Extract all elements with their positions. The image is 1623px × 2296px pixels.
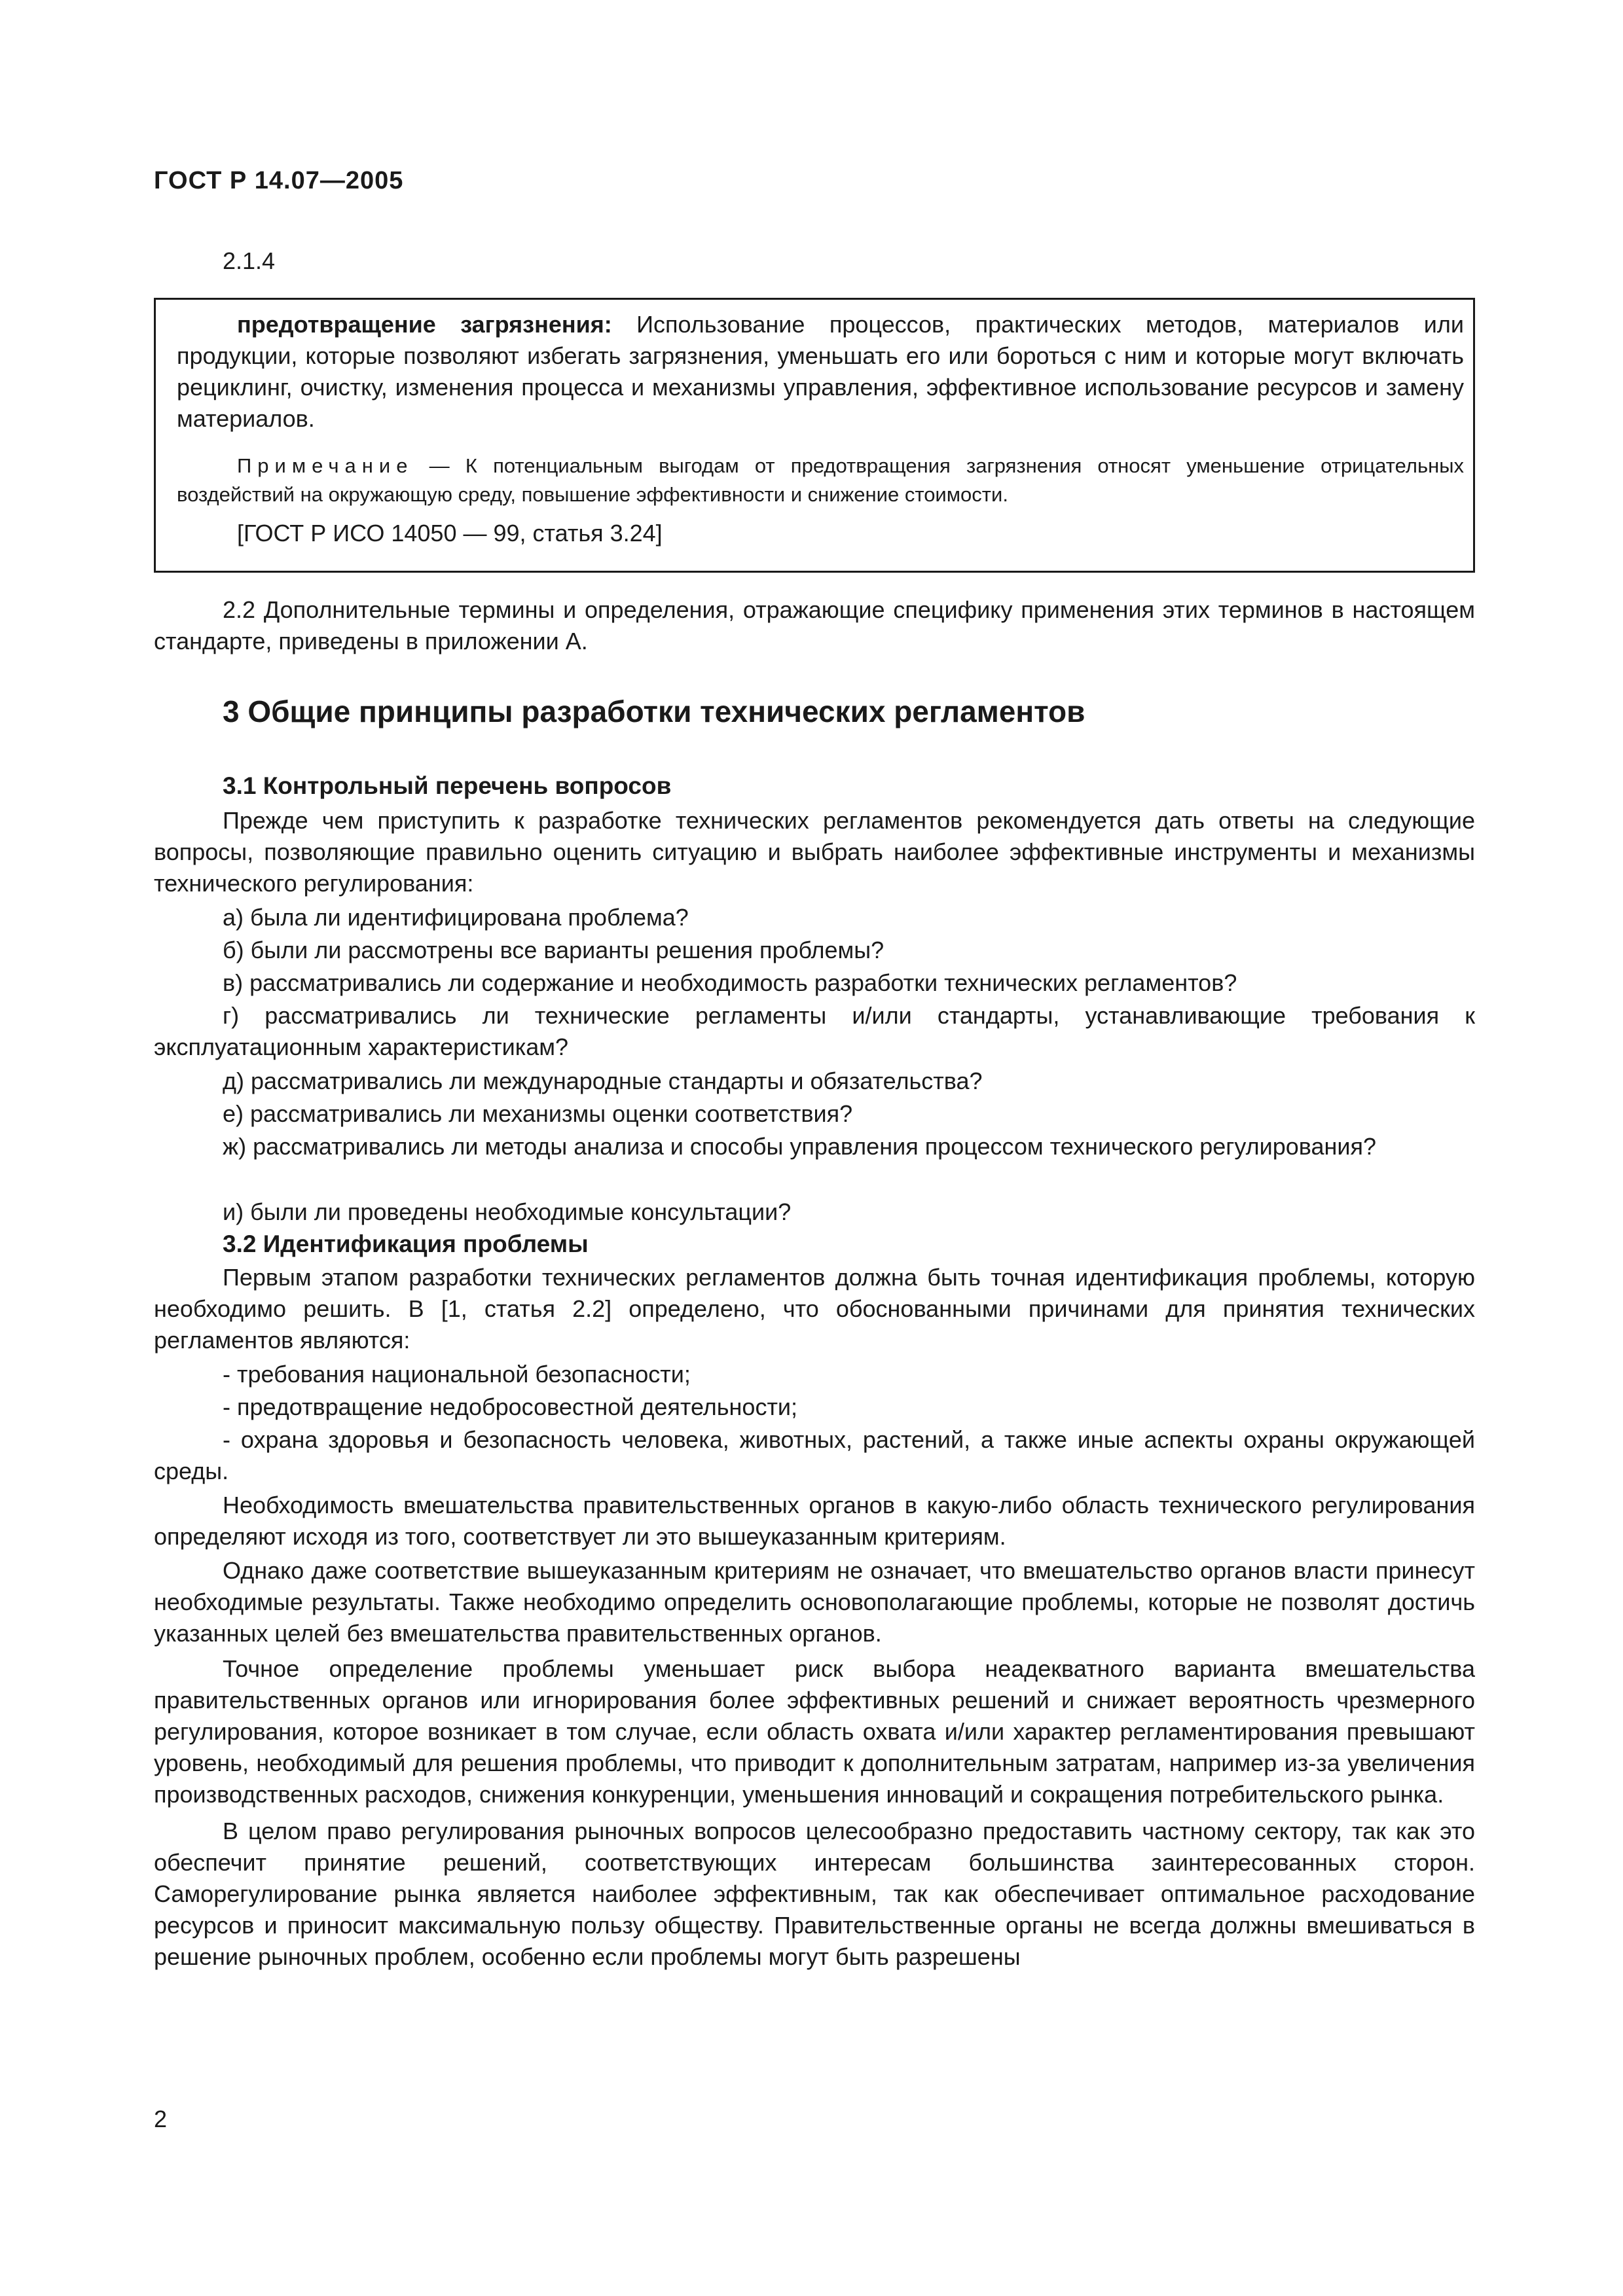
checklist-item: е) рассматривались ли механизмы оценки соответствия? (223, 1100, 853, 1127)
clause-number: 2.1.4 (223, 247, 276, 274)
body-paragraph: Точное определение проблемы уменьшает риск выбора неадекватного варианта вмешательства правительственных органов или игнорирования более эффективных решений и снижает вероятность чрезмерного регулирования, которое возникает в том случае, если область охвата и/или характер регламентирования превышают уровень, необходимый для решения проблемы, что приводит к дополнительным затратам, например из-за увеличения производственных расходов, снижения конкуренции, уменьшения инноваций и сокращения потребительского рынка. (154, 1655, 1475, 1808)
paragraph-2-2: 2.2 Дополнительные термины и определения, отражающие специфику применения этих терминов в настоящем стандарте, приведены в приложении А. (154, 596, 1475, 655)
body-paragraph: Однако даже соответствие вышеуказанным критериям не означает, что вмешательство органов власти принесут необходимые результаты. Также необходимо определить основополагающие проблемы, которые не позволят достичь указанных целей без вмешательства правительственных органов. (154, 1557, 1475, 1647)
reason-bullet: - требования национальной безопасности; (223, 1361, 691, 1388)
definition-term: предотвращение загрязнения: (237, 311, 612, 338)
subsection-3-1-intro: Прежде чем приступить к разработке технических регламентов рекомендуется дать ответы на следующие вопросы, позволяющие правильно оценить ситуацию и выбрать наиболее эффективные инструменты и механизмы технического регулирования: (154, 807, 1475, 897)
checklist-item: и) были ли проведены необходимые консультации? (223, 1198, 792, 1225)
checklist-item: ж) рассматривались ли методы анализа и способы управления процессом технического регулирования? (223, 1133, 1377, 1160)
definition-source: [ГОСТ Р ИСО 14050 — 99, статья 3.24] (237, 520, 663, 547)
body-paragraph: Необходимость вмешательства правительственных органов в какую-либо область технического регулирования определяют исходя из того, соответствует ли это вышеуказанным критериям. (154, 1492, 1475, 1550)
page-number: 2 (154, 2106, 168, 2132)
checklist-item: б) были ли рассмотрены все варианты решения проблемы? (223, 937, 884, 963)
reason-bullet: - предотвращение недобросовестной деятельности; (223, 1393, 798, 1420)
checklist-item: г) рассматривались ли технические регламенты и/или стандарты, устанавливающие требования к эксплуатационным характеристикам? (154, 1002, 1475, 1060)
section-3-title: 3 Общие принципы разработки технических регламентов (223, 694, 1085, 728)
subsection-3-2-title: 3.2 Идентификация проблемы (223, 1230, 589, 1257)
definition-body (177, 309, 1464, 435)
definition-text: Использование процессов, практических методов, материалов или продукции, которые позволяют избегать загрязнения, уменьшать его или бороться с ним и которые могут включать рециклинг, очистку, изменения процесса и механизмы управления, эффективное использование ресурсов и замену материалов. (177, 311, 1464, 432)
body-paragraph: В целом право регулирования рыночных вопросов целесообразно предоставить частному сектору, так как это обеспечит принятие решений, соответствующих интересам большинства заинтересованных сторон. Саморегулирование рынка является наиболее эффективным, так как обеспечивает оптимальное расходование ресурсов и приносит максимальную пользу обществу. Правительственные органы не всегда должны вмешиваться в решение рыночных проблем, особенно если проблемы могут быть разрешены (154, 1818, 1475, 1970)
note-text: — К потенциальным выгодам от предотвращения загрязнения относят уменьшение отрицательных воздействий на окружающую среду, повышение эффективности и снижение стоимости. (177, 454, 1464, 506)
checklist-item: в) рассматривались ли содержание и необходимость разработки технических регламентов? (223, 969, 1237, 996)
note-label: Примечание (237, 454, 414, 477)
subsection-3-1-title: 3.1 Контрольный перечень вопросов (223, 772, 672, 799)
checklist-item: д) рассматривались ли международные стандарты и обязательства? (223, 1067, 983, 1094)
definition-box (154, 298, 1475, 573)
subsection-3-2-intro: Первым этапом разработки технических регламентов должна быть точная идентификация проблемы, которую необходимо решить. В [1, статья 2.2] определено, что обоснованными причинами для принятия технических регламентов являются: (154, 1264, 1475, 1354)
definition-note (177, 452, 1464, 509)
standard-header: ГОСТ Р 14.07—2005 (154, 167, 404, 194)
reason-bullet: - охрана здоровья и безопасность человека, животных, растений, а также иные аспекты охраны окружающей среды. (154, 1426, 1475, 1484)
checklist-item: а) была ли идентифицирована проблема? (223, 904, 689, 931)
